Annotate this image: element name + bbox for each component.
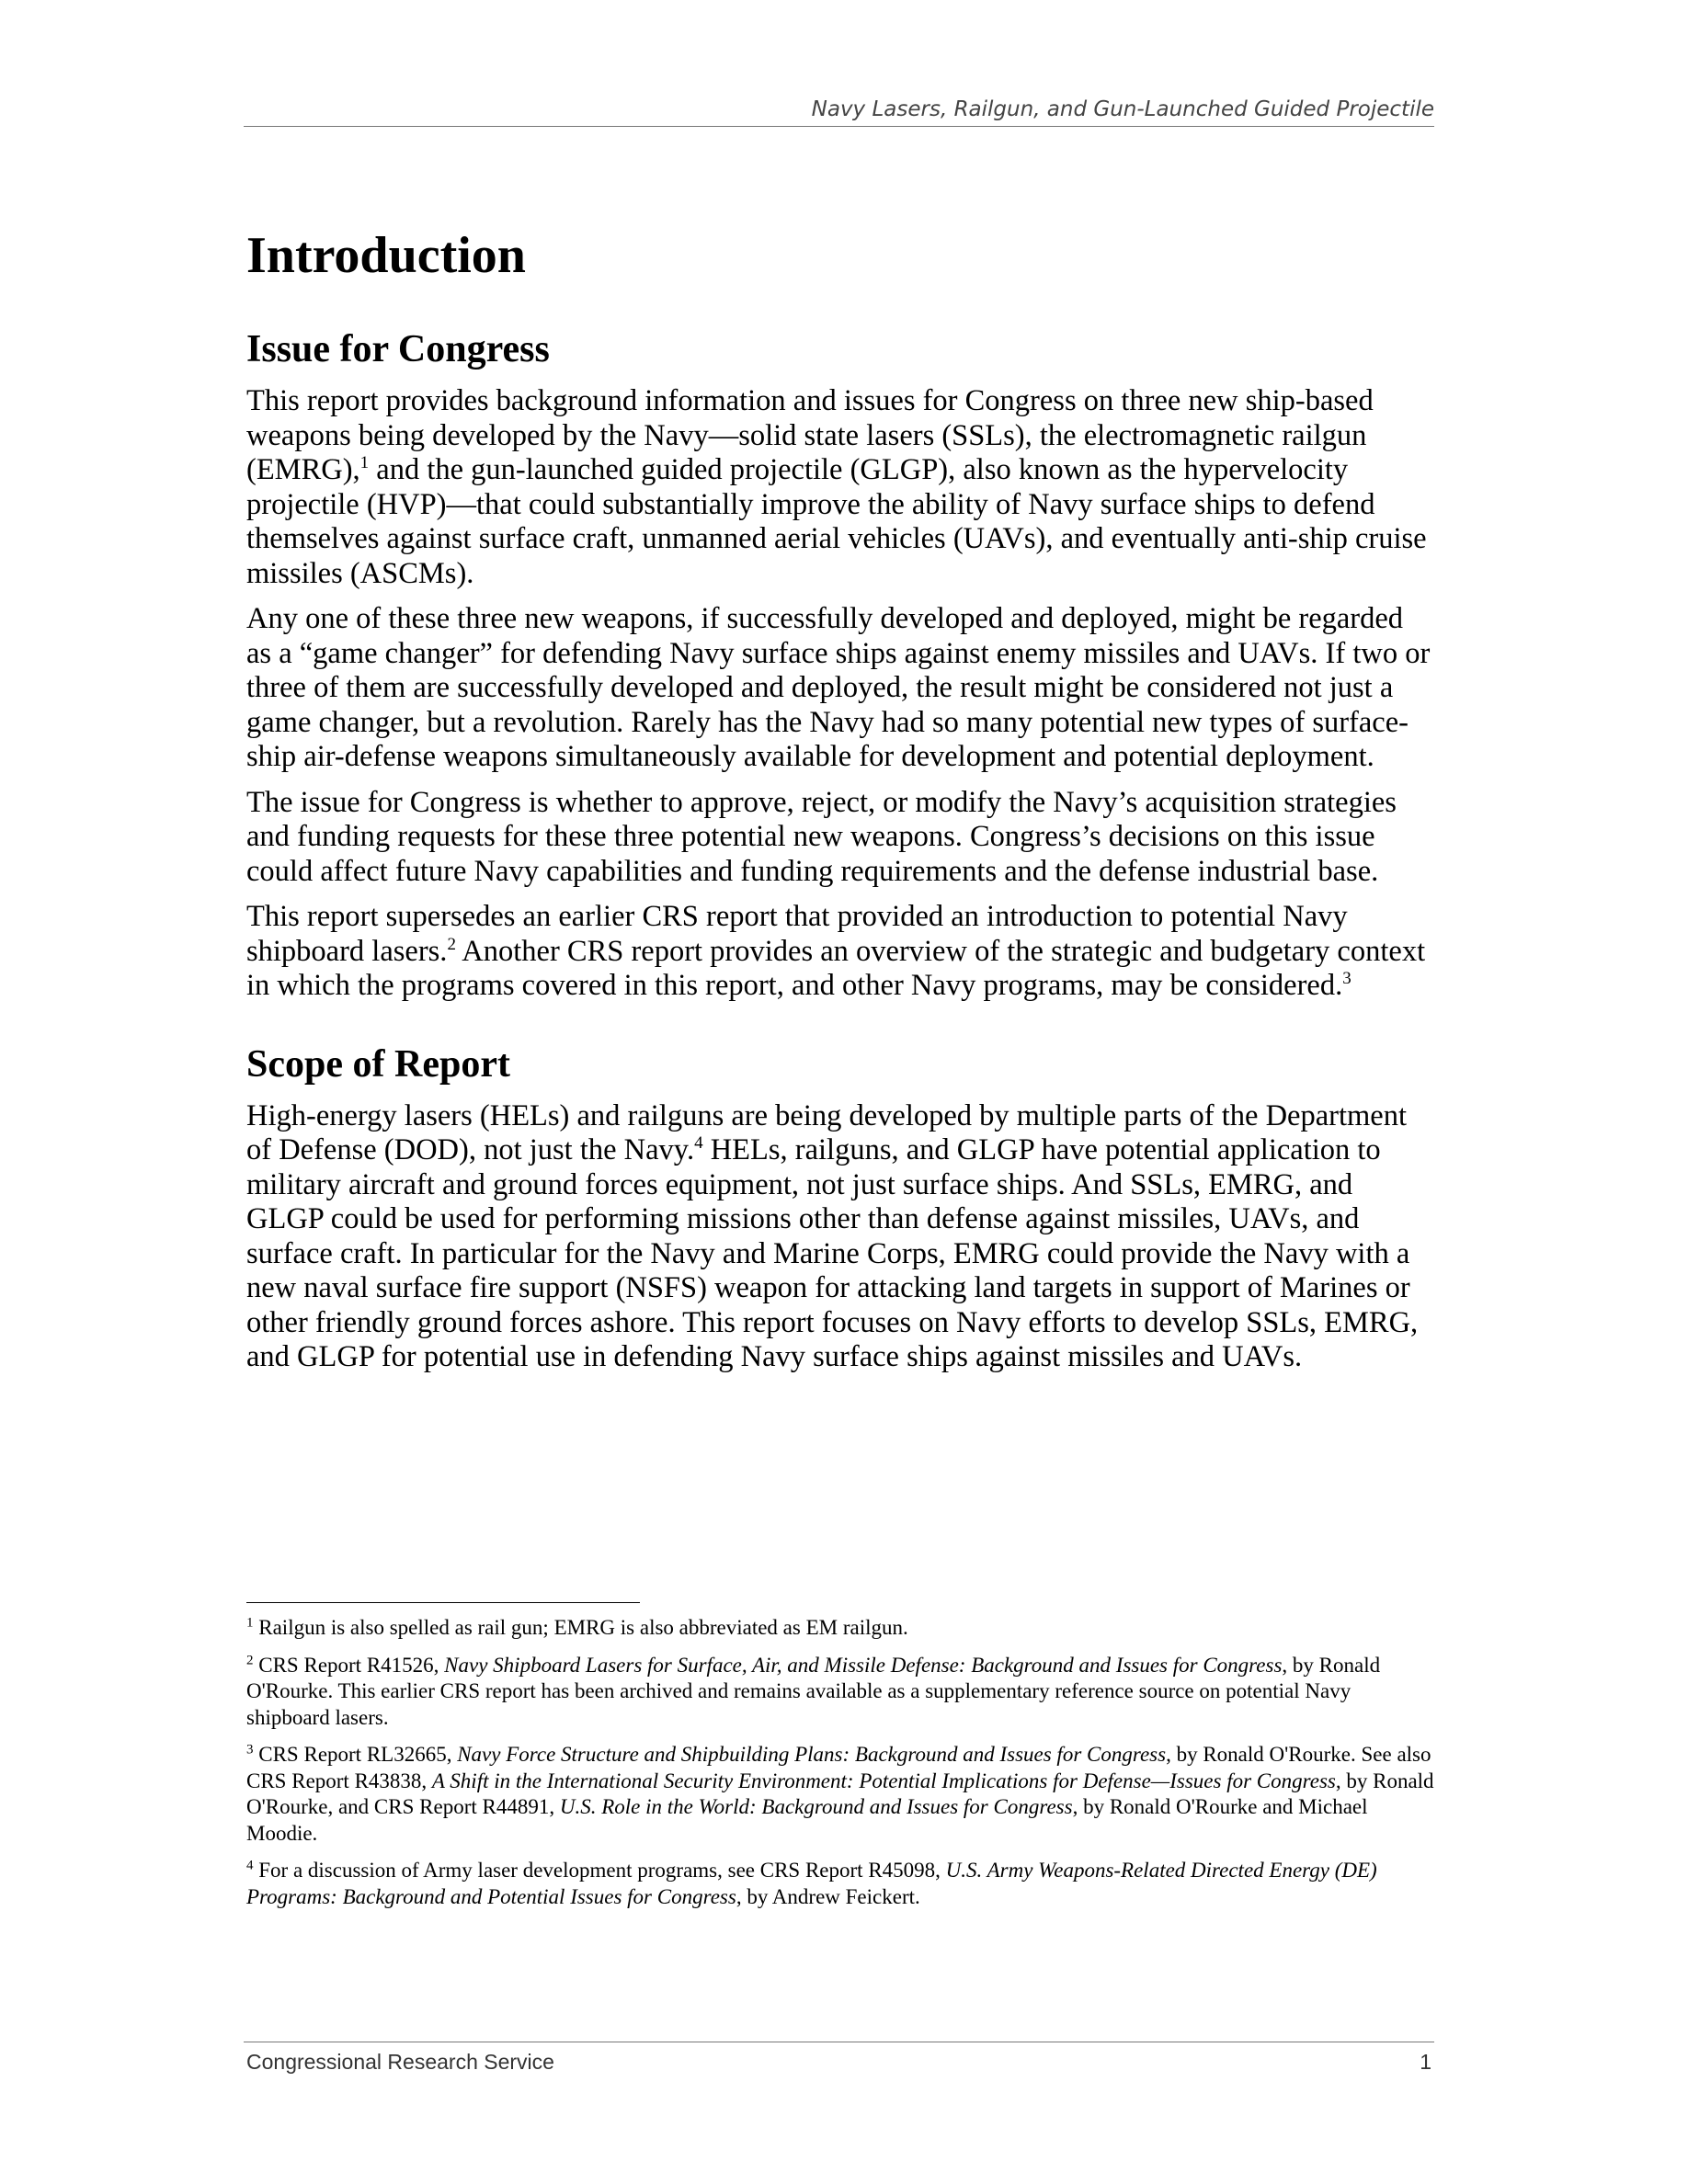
footnote-citation-title: U.S. Role in the World: Background and Issues for Congress	[559, 1795, 1073, 1818]
text-run: High-energy lasers (HELs) and railguns are being developed by multiple parts of the Department of Defense (DOD), not just the Navy.	[246, 1098, 1407, 1166]
footnote-text: , by Ronald O'Rourke, and CRS Report R44891,	[246, 1769, 1434, 1818]
paragraph-scope-1	[246, 1099, 1434, 1375]
footnote-text: , by Ronald O'Rourke. This earlier CRS report has been archived and remains available as a supplementary reference source on potential Navy shipboard lasers.	[246, 1653, 1381, 1729]
page-title: Introduction	[246, 227, 526, 284]
footnote-text: , by Ronald O'Rourke and Michael Moodie.	[246, 1795, 1368, 1845]
footnote-text: , by Ronald O'Rourke. See also CRS Report R43838,	[246, 1743, 1431, 1792]
footnote-ref-2[interactable]: 2	[447, 934, 456, 954]
text-run: HELs, railguns, and GLGP have potential application to military aircraft and ground forces equipment, not just surface ships. And SSLs, EMRG, and GLGP could be used for performing missions other than defense against missiles, UAVs, and surface craft. In particular for the Navy and Marine Corps, EMRG could provide the Navy with a new naval surface fire support (NSFS) weapon for attacking land targets in support of Marines or other friendly ground forces ashore. This report focuses on Navy efforts to develop SSLs, EMRG, and GLGP for potential use in defending Navy surface ships against missiles and UAVs.	[246, 1133, 1419, 1373]
paragraph-issue-1	[246, 384, 1434, 591]
footnote-ref-3[interactable]: 3	[1342, 969, 1352, 989]
footnote-ref-1[interactable]: 1	[359, 453, 370, 473]
footnote-4	[246, 1858, 1434, 1910]
footnote-citation-title: Navy Force Structure and Shipbuilding Plans: Background and Issues for Congress	[457, 1743, 1167, 1766]
footnote-citation-title: U.S. Army Weapons-Related Directed Energy (DE) Programs: Background and Potential Issues for Congress	[246, 1859, 1377, 1908]
running-header: Navy Lasers, Railgun, and Gun-Launched Guided Projectile	[811, 97, 1434, 121]
paragraph-issue-4	[246, 900, 1434, 1004]
footnote-citation-title: A Shift in the International Security Environment: Potential Implications for Defense—Issues for Congress	[431, 1769, 1336, 1792]
text-run: This report supersedes an earlier CRS report that provided an introduction to potential Navy shipboard lasers.	[246, 900, 1348, 968]
footnotes	[246, 1615, 1434, 1921]
footnote-number: 4	[246, 1858, 254, 1873]
footnote-number: 1	[246, 1615, 254, 1631]
page-number: 1	[1420, 2050, 1431, 2074]
text-run: This report provides background information and issues for Congress on three new ship-based weapons being developed by the Navy—solid state lasers (SSLs), the electromagnetic railgun (EMRG),	[246, 384, 1374, 486]
section-heading-issue: Issue for Congress	[246, 328, 550, 370]
footnote-text: For a discussion of Army laser development programs, see CRS Report R45098,	[253, 1859, 946, 1882]
footnote-text: CRS Report R41526,	[253, 1653, 445, 1677]
footnote-text: CRS Report RL32665,	[253, 1743, 458, 1766]
header-rule	[244, 126, 1434, 127]
footnote-1	[246, 1615, 1434, 1642]
footnote-text: Railgun is also spelled as rail gun; EMRG is also abbreviated as EM railgun.	[253, 1616, 908, 1639]
footnote-citation-title: Navy Shipboard Lasers for Surface, Air, and Missile Defense: Background and Issues for Congress	[444, 1653, 1283, 1677]
footnote-ref-4[interactable]: 4	[694, 1133, 703, 1154]
footnote-text: , by Andrew Feickert.	[736, 1884, 920, 1908]
paragraph-issue-3: The issue for Congress is whether to approve, reject, or modify the Navy’s acquisition strategies and funding requests for these three potential new weapons. Congress’s decisions on this issue could affect future Navy capabilities and funding requirements and the defense industrial base.	[246, 785, 1397, 888]
section-heading-scope: Scope of Report	[246, 1042, 510, 1086]
footer-publisher: Congressional Research Service	[246, 2050, 554, 2074]
main-content	[246, 221, 1434, 1386]
footnote-separator	[246, 1602, 640, 1603]
footnote-number: 3	[246, 1742, 254, 1757]
footnote-number: 2	[246, 1652, 254, 1667]
footnote-2	[246, 1653, 1434, 1732]
text-run: and the gun-launched guided projectile (GLGP), also known as the hypervelocity projectile (HVP)—that could substantially improve the ability of Navy surface ships to defend themselves against surface craft, unmanned aerial vehicles (UAVs), and eventually anti-ship cruise missiles (ASCMs).	[246, 453, 1427, 590]
footnote-3	[246, 1742, 1434, 1847]
paragraph-issue-2: Any one of these three new weapons, if successfully developed and deployed, might be regarded as a “game changer” for defending Navy surface ships against enemy missiles and UAVs. If two or three of them are successfully developed and deployed, the result might be considered not just a game changer, but a revolution. Rarely has the Navy had so many potential new types of surface-ship air-defense weapons simultaneously available for development and potential deployment.	[246, 602, 1431, 773]
text-run: Another CRS report provides an overview of the strategic and budgetary context in which the programs covered in this report, and other Navy programs, may be considered.	[246, 934, 1426, 1002]
